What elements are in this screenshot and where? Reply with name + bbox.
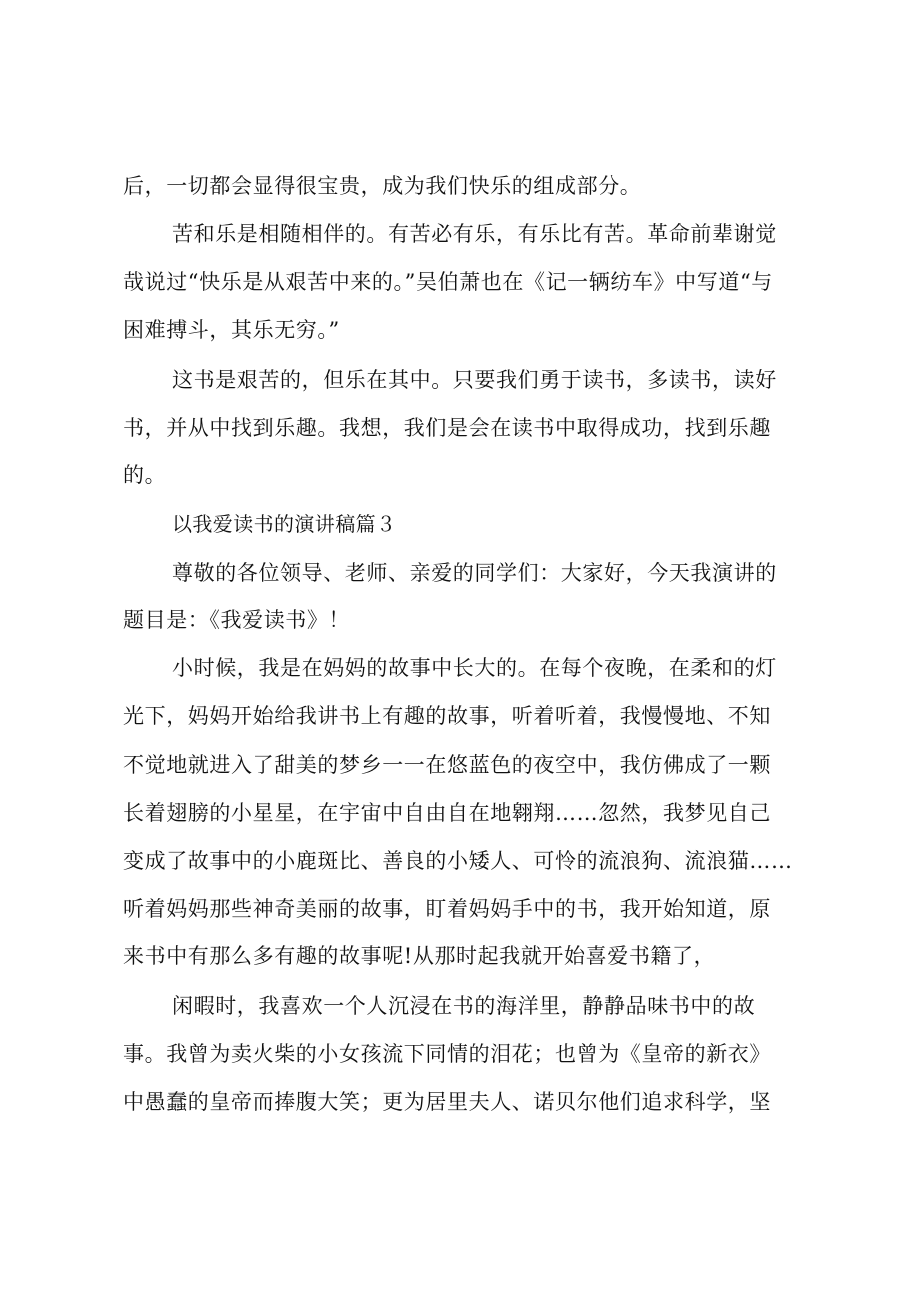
text-line: 长着翅膀的小星星，在宇宙中自由自在地翱翔……忽然，我梦见自己 [123,801,771,825]
paragraph-first-line: 尊敬的各位领导、老师、亲爱的同学们：大家好，今天我演讲的 [172,561,777,585]
text-line: 哉说过“快乐是从艰苦中来的。”吴伯萧也在《记一辆纺车》中写道“与 [123,270,773,294]
text-line: 来书中有那么多有趣的故事呢!从那时起我就开始喜爱书籍了， [123,944,716,968]
text-line: 事。我曾为卖火柴的小女孩流下同情的泪花；也曾为《皇帝的新衣》 [123,1042,771,1066]
text-line: 的。 [123,463,167,487]
text-line: 题目是：《我爱读书》！ [123,608,351,632]
text-line: 后，一切都会显得很宝贵，成为我们快乐的组成部分。 [123,174,642,198]
text-line: 不觉地就进入了甜美的梦乡一一在悠蓝色的夜空中，我仿佛成了一颗 [123,753,771,777]
text-line: 变成了故事中的小鹿斑比、善良的小矮人、可怜的流浪狗、流浪猫…… [123,849,793,873]
paragraph-first-line: 小时候，我是在妈妈的故事中长大的。在每个夜晚，在柔和的灯 [172,656,777,680]
paragraph-first-line: 苦和乐是相随相伴的。有苦必有乐，有乐比有苦。革命前辈谢觉 [172,222,777,246]
text-line: 书，并从中找到乐趣。我想，我们是会在读书中取得成功，找到乐趣 [123,416,771,440]
text-line: 光下，妈妈开始给我讲书上有趣的故事，听着听着，我慢慢地、不知 [123,704,771,728]
text-line: 困难搏斗，其乐无穷。” [123,318,340,342]
text-line: 中愚蠢的皇帝而捧腹大笑；更为居里夫人、诺贝尔他们追求科学，坚 [123,1090,771,1114]
section-heading: 以我爱读书的演讲稿篇３ [172,512,397,536]
paragraph-first-line: 闲暇时，我喜欢一个人沉浸在书的海洋里，静静品味书中的故 [172,994,756,1018]
text-line: 听着妈妈那些神奇美丽的故事，盯着妈妈手中的书，我开始知道，原 [123,897,771,921]
paragraph-first-line: 这书是艰苦的，但乐在其中。只要我们勇于读书，多读书，读好 [172,368,777,392]
